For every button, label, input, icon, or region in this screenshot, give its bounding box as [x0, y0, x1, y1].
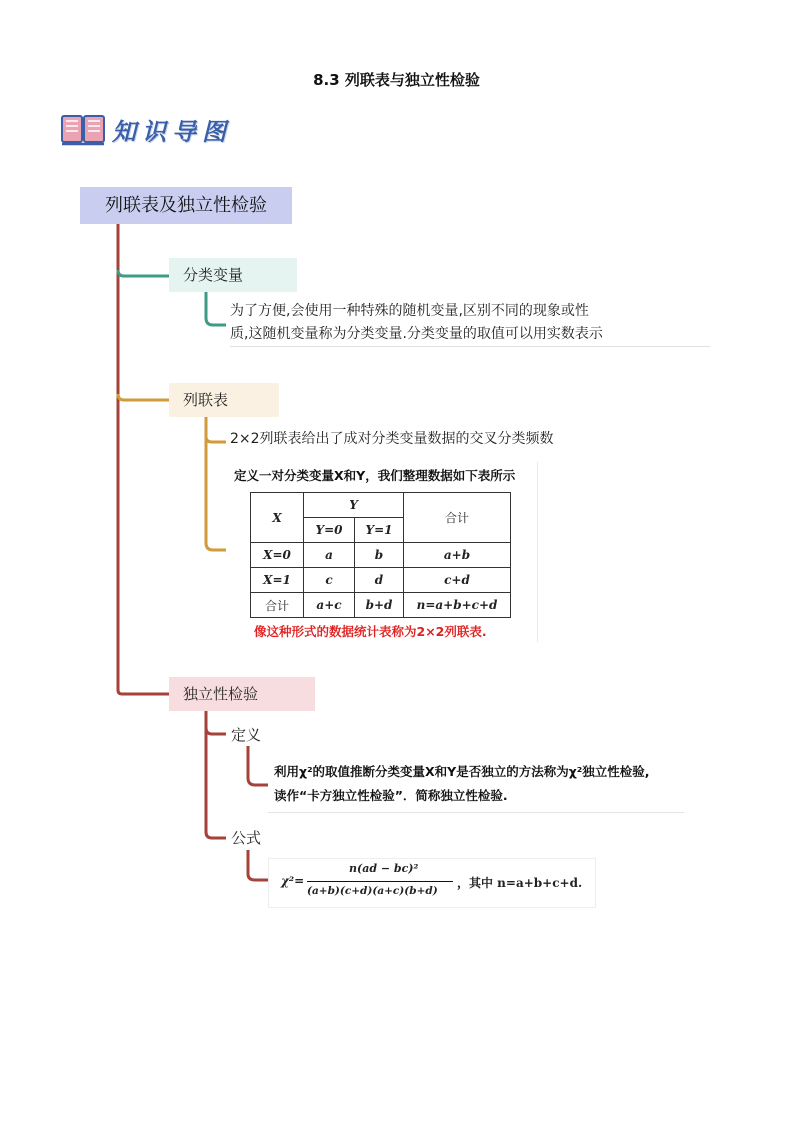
table-desc: 2×2列联表给出了成对分类变量数据的交叉分类频数	[230, 431, 554, 447]
formula-box	[268, 858, 596, 908]
header-total: 合计	[404, 493, 511, 543]
contingency-table	[250, 492, 511, 618]
formula-tail: ，其中 n=a+b+c+d.	[457, 876, 583, 890]
header-y: Y	[304, 493, 404, 518]
table-cell: a+c	[304, 593, 355, 618]
header-y1: Y=1	[355, 518, 404, 543]
table-row	[251, 568, 511, 593]
trunk-line	[118, 224, 169, 694]
table-desc-line	[206, 437, 226, 442]
node-formula: 公式	[231, 829, 262, 847]
page-title: 8.3 列联表与独立性检验	[313, 71, 480, 89]
table-row	[251, 543, 511, 568]
table-row	[251, 593, 511, 618]
mindmap-root: 列联表及独立性检验	[80, 187, 292, 224]
classvar-desc-line2: 质,这随机变量称为分类变量.分类变量的取值可以用实数表示	[230, 326, 603, 342]
definition-box	[268, 760, 684, 813]
table-cell: c+d	[404, 568, 511, 593]
header-x: X	[251, 493, 304, 543]
table-caption: 定义一对分类变量X和Y，我们整理数据如下表所示	[234, 468, 516, 483]
table-cell: c	[304, 568, 355, 593]
classvar-desc-line	[206, 292, 226, 325]
table-cell: a	[304, 543, 355, 568]
formula-numerator: n(ad − bc)²	[349, 862, 419, 875]
table-trunk-line	[206, 417, 226, 550]
table-cell: a+b	[404, 543, 511, 568]
table-note: 像这种形式的数据统计表称为2×2列联表.	[254, 624, 487, 639]
definition-line1: 利用χ²的取值推断分类变量X和Y是否独立的方法称为χ²独立性检验,	[274, 764, 650, 779]
classvar-desc	[230, 300, 710, 347]
def-text-line	[248, 746, 268, 785]
classvar-desc-line1: 为了方便,会使用一种特殊的随机变量,区别不同的现象或性	[230, 303, 589, 319]
node-contingency-table: 列联表	[169, 383, 279, 417]
table-cell: 合计	[251, 593, 304, 618]
def-branch-line	[206, 728, 226, 734]
table-cell: X=1	[251, 568, 304, 593]
node-classvar: 分类变量	[169, 258, 297, 292]
node-definition: 定义	[231, 726, 262, 744]
banner-heading: 知识导图	[112, 117, 232, 146]
indep-trunk-line	[206, 711, 226, 838]
branch-line-table	[118, 394, 169, 400]
table-cell: b	[355, 543, 404, 568]
formula-lhs: χ²=	[281, 874, 305, 888]
table-cell: X=0	[251, 543, 304, 568]
table-cell: d	[355, 568, 404, 593]
table-cell: b+d	[355, 593, 404, 618]
table-cell: n=a+b+c+d	[404, 593, 511, 618]
header-y0: Y=0	[304, 518, 355, 543]
node-independence-test: 独立性检验	[169, 677, 315, 711]
book-icon	[60, 112, 106, 148]
fraction-bar	[307, 881, 453, 882]
definition-line2: 读作“卡方独立性检验”．简称独立性检验.	[274, 788, 508, 803]
branch-line-classvar	[118, 270, 169, 276]
formula-line	[248, 850, 268, 880]
formula-denominator: (a+b)(c+d)(a+c)(b+d)	[307, 885, 438, 897]
